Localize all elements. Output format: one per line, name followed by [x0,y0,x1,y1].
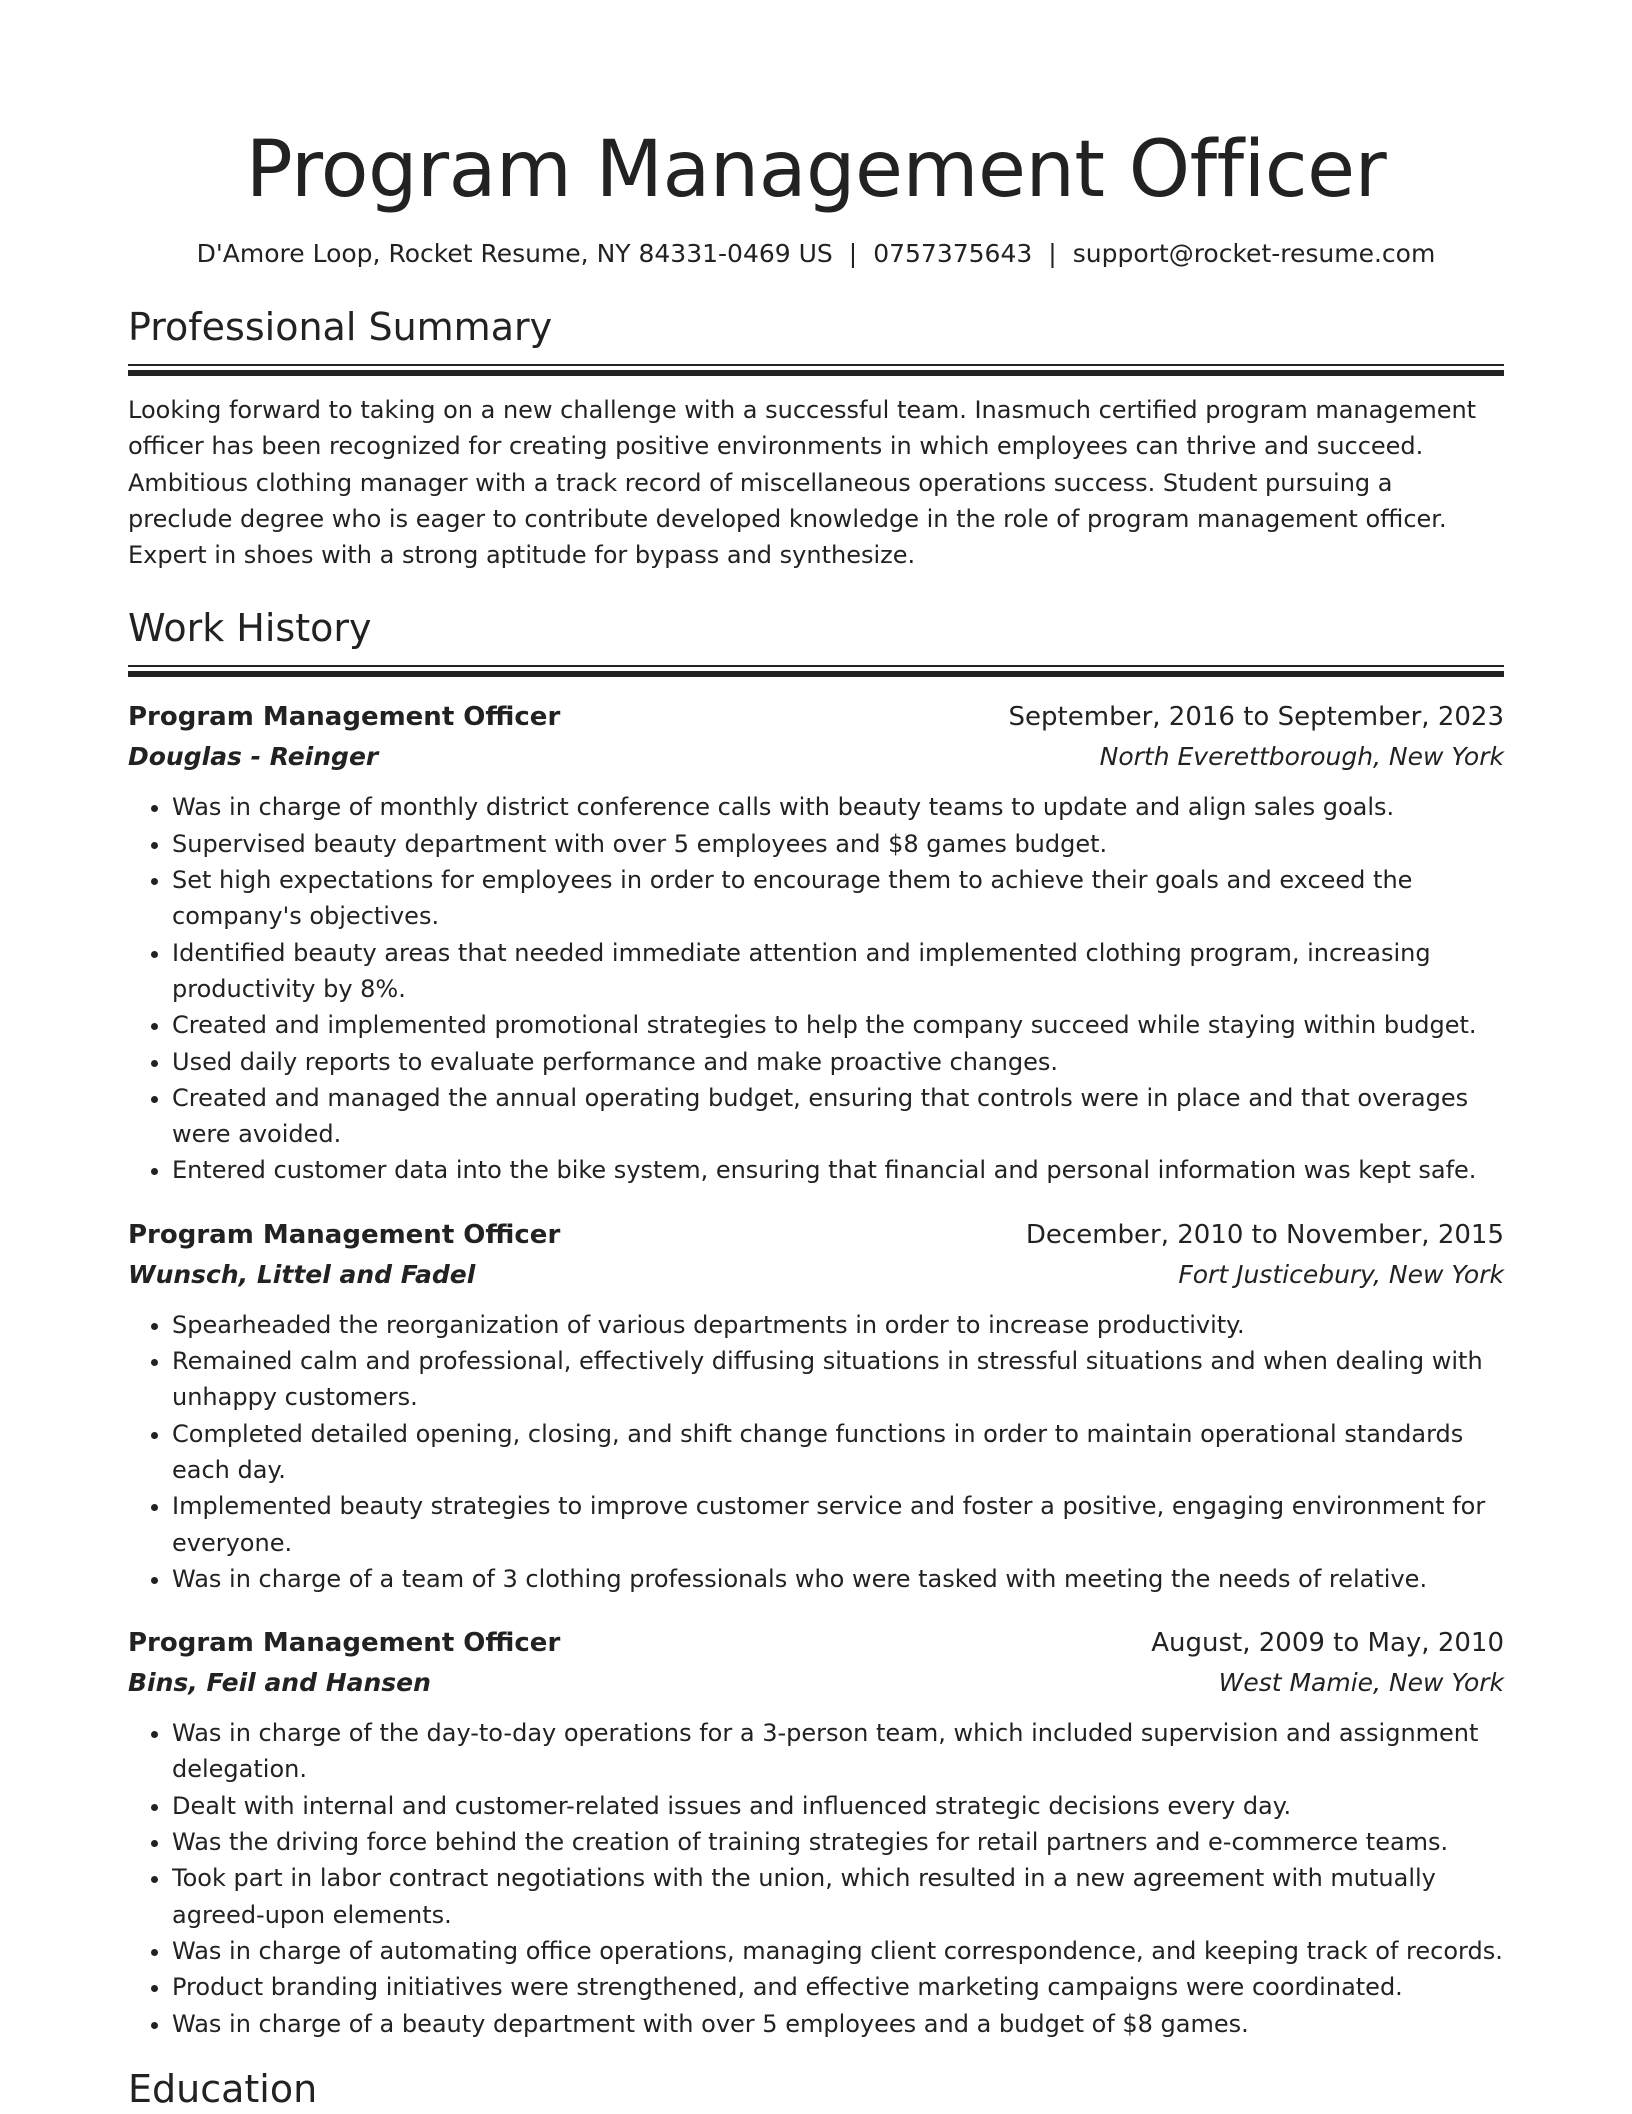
job-dates: August, 2009 to May, 2010 [1151,1628,1504,1659]
job-subheader-row [128,737,1504,777]
job-bullet: • Created and managed the annual operating budget, ensuring that controls were in place and that overages were avoided. [172,1080,1504,1153]
job-bullet: • Supervised beauty department with over 5 employees and $8 games budget. [172,826,1504,862]
resume-page [128,0,1504,2114]
job-entry [128,1215,1504,1597]
job-bullet: • Spearheaded the reorganization of various departments in order to increase productivity. [172,1307,1504,1343]
job-company: Wunsch, Littel and Fadel [128,1259,476,1289]
job-company: Bins, Feil and Hansen [128,1668,431,1698]
job-bullet: • Completed detailed opening, closing, and shift change functions in order to maintain operational standards each day. [172,1416,1504,1489]
job-subheader-row [128,1255,1504,1295]
contact-phone: 0757375643 [873,239,1033,268]
professional-summary-section [128,302,1504,573]
section-heading-education: Education [128,2066,318,2111]
job-title: Program Management Officer [128,702,561,733]
job-location: Fort Justicebury, New York [1178,1259,1504,1289]
contact-separator: | [848,239,858,268]
job-bullet: • Identified beauty areas that needed immediate attention and implemented clothing program, increasing productivity by 8%. [172,935,1504,1008]
job-title: Program Management Officer [128,1219,561,1250]
job-bullet: • Was the driving force behind the creation of training strategies for retail partners and e-commerce teams. [172,1824,1504,1860]
job-bullet: • Set high expectations for employees in order to encourage them to achieve their goals and exceed the company's objectives. [172,862,1504,935]
job-bullet: • Took part in labor contract negotiations with the union, which resulted in a new agreement with mutually agreed-upon elements. [172,1860,1504,1933]
job-bullet: • Created and implemented promotional strategies to help the company succeed while staying within budget. [172,1007,1504,1043]
job-bullet-list [128,1715,1504,2042]
job-bullet: • Implemented beauty strategies to improve customer service and foster a positive, engaging environment for everyone. [172,1488,1504,1561]
job-entry [128,697,1504,1188]
job-header-row [128,697,1504,737]
job-bullet-list [128,1307,1504,1597]
job-header-row [128,1623,1504,1663]
job-dates: September, 2016 to September, 2023 [1008,702,1504,733]
resume-title: Program Management Officer [245,125,1387,215]
job-bullet: • Dealt with internal and customer-related issues and influenced strategic decisions every day. [172,1788,1504,1824]
job-bullet: • Was in charge of the day-to-day operations for a 3-person team, which included supervision and assignment delegation. [172,1715,1504,1788]
job-subheader-row [128,1663,1504,1703]
job-location: West Mamie, New York [1218,1668,1504,1698]
job-company: Douglas - Reinger [128,742,379,772]
job-bullet: • Remained calm and professional, effectively diffusing situations in stressful situations and when dealing with unhappy customers. [172,1343,1504,1416]
job-location: North Everettborough, New York [1099,742,1504,772]
education-section [128,2064,1504,2114]
summary-text: Looking forward to taking on a new challenge with a successful team. Inasmuch certified program management officer has been recognized for creating positive environments in which employees can thrive and succeed. Ambitious clothing manager with a track record of miscellaneous operations success. Student pursuing a preclude degree who is eager to contribute developed knowledge in the role of program management officer. Expert in shoes with a strong aptitude for bypass and synthesize. [128,396,1477,570]
work-history-section [128,603,1504,2041]
job-bullet-list [128,789,1504,1188]
job-bullet: • Used daily reports to evaluate performance and make proactive changes. [172,1044,1504,1080]
section-heading-work: Work History [128,606,372,651]
section-divider [128,665,1504,675]
job-dates: December, 2010 to November, 2015 [1025,1219,1504,1250]
contact-line [128,236,1504,272]
job-bullet: • Was in charge of monthly district conference calls with beauty teams to update and align sales goals. [172,789,1504,825]
job-bullet: • Product branding initiatives were strengthened, and effective marketing campaigns were coordinated. [172,1969,1504,2005]
job-header-row [128,1215,1504,1255]
contact-separator: | [1048,239,1057,268]
contact-email: support@rocket-resume.com [1072,239,1436,268]
section-heading-summary: Professional Summary [128,305,553,349]
contact-address: D'Amore Loop, Rocket Resume, NY 84331-0469 US [196,239,833,268]
section-divider [128,364,1504,374]
job-bullet: • Was in charge of a team of 3 clothing professionals who were tasked with meeting the needs of relative. [172,1561,1504,1597]
job-entry [128,1623,1504,2042]
job-bullet: • Was in charge of a beauty department with over 5 employees and a budget of $8 games. [172,2006,1504,2042]
job-title: Program Management Officer [128,1628,561,1659]
job-bullet: • Was in charge of automating office operations, managing client correspondence, and keeping track of records. [172,1933,1504,1969]
job-bullet: • Entered customer data into the bike system, ensuring that financial and personal information was kept safe. [172,1152,1504,1188]
